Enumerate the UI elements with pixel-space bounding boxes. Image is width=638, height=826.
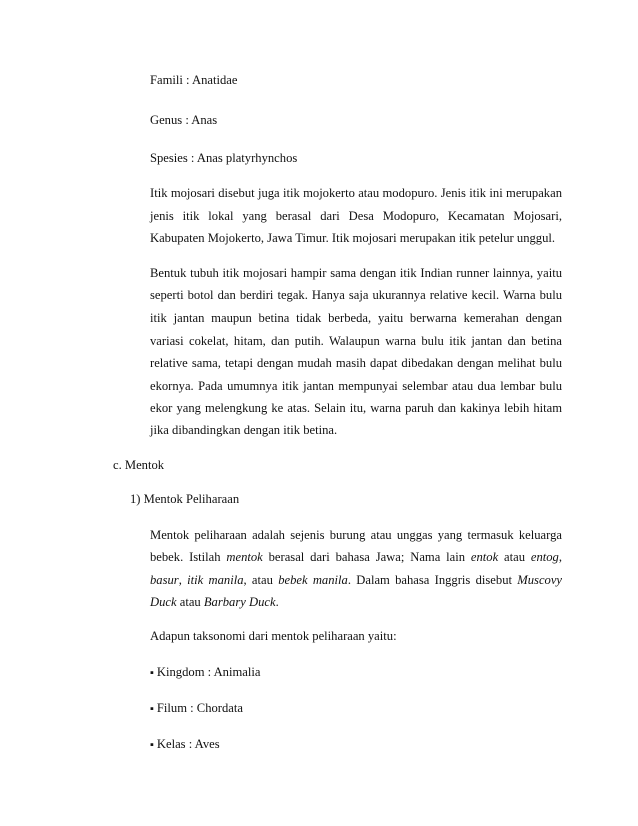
section-heading-c: c. Mentok — [113, 458, 165, 472]
taksonomi-intro: Adapun taksonomi dari mentok peliharaan yaitu: — [150, 629, 397, 643]
paragraph-line: Mentok peliharaan adalah sejenis burung atau unggas yang termasuk keluarga — [150, 528, 562, 542]
taxonomy-genus: Genus : Anas — [150, 113, 218, 127]
paragraph-line: jenis itik lokal yang berasal dari Desa Modopuro, Kecamatan Mojosari, — [150, 209, 562, 223]
paragraph-line: relative sama, tetapi dengan mudah masih dapat dibedakan dengan melihat bulu — [150, 356, 562, 370]
paragraph-line: Itik mojosari disebut juga itik mojokerto atau modopuro. Jenis itik ini merupakan — [150, 186, 562, 200]
list-item: ▪ Kelas : Aves — [150, 737, 220, 751]
paragraph-line: basur, itik manila, atau bebek manila. Dalam bahasa Inggris disebut Muscovy — [150, 573, 563, 587]
paragraph-line: Kabupaten Mojokerto, Jawa Timur. Itik mojosari merupakan itik petelur unggul. — [150, 231, 556, 245]
square-bullet-icon: ▪ — [150, 667, 154, 679]
list-item: ▪ Kingdom : Animalia — [150, 665, 261, 679]
paragraph-line: seperti botol dan berdiri tegak. Hanya saja ukurannya relative kecil. Warna bulu — [150, 288, 562, 302]
taxonomy-spesies: Spesies : Anas platyrhynchos — [150, 151, 298, 165]
subsection-heading-1: 1) Mentok Peliharaan — [130, 492, 240, 506]
paragraph-line: variasi cokelat, hitam, dan putih. Walaupun warna bulu itik jantan dan betina — [150, 334, 562, 348]
taxonomy-famili: Famili : Anatidae — [150, 73, 238, 87]
paragraph-line: Bentuk tubuh itik mojosari hampir sama dengan itik Indian runner lainnya, yaitu — [150, 266, 562, 280]
paragraph-line: itik jantan maupun betina tidak berbeda, yaitu berwarna kemerahan dengan — [150, 311, 562, 325]
square-bullet-icon: ▪ — [150, 739, 154, 751]
square-bullet-icon: ▪ — [150, 703, 154, 715]
list-item: ▪ Filum : Chordata — [150, 701, 243, 715]
paragraph-line: ekornya. Pada umumnya itik jantan mempunyai selembar atau dua lembar bulu — [150, 379, 562, 393]
paragraph-line: Duck atau Barbary Duck. — [150, 595, 279, 609]
paragraph-line: ekor yang melengkung ke atas. Selain itu, warna paruh dan kakinya lebih hitam — [150, 401, 562, 415]
paragraph-line: bebek. Istilah mentok berasal dari bahasa Jawa; Nama lain entok atau entog, — [150, 550, 562, 564]
paragraph-line: jika dibandingkan dengan itik betina. — [150, 423, 338, 437]
